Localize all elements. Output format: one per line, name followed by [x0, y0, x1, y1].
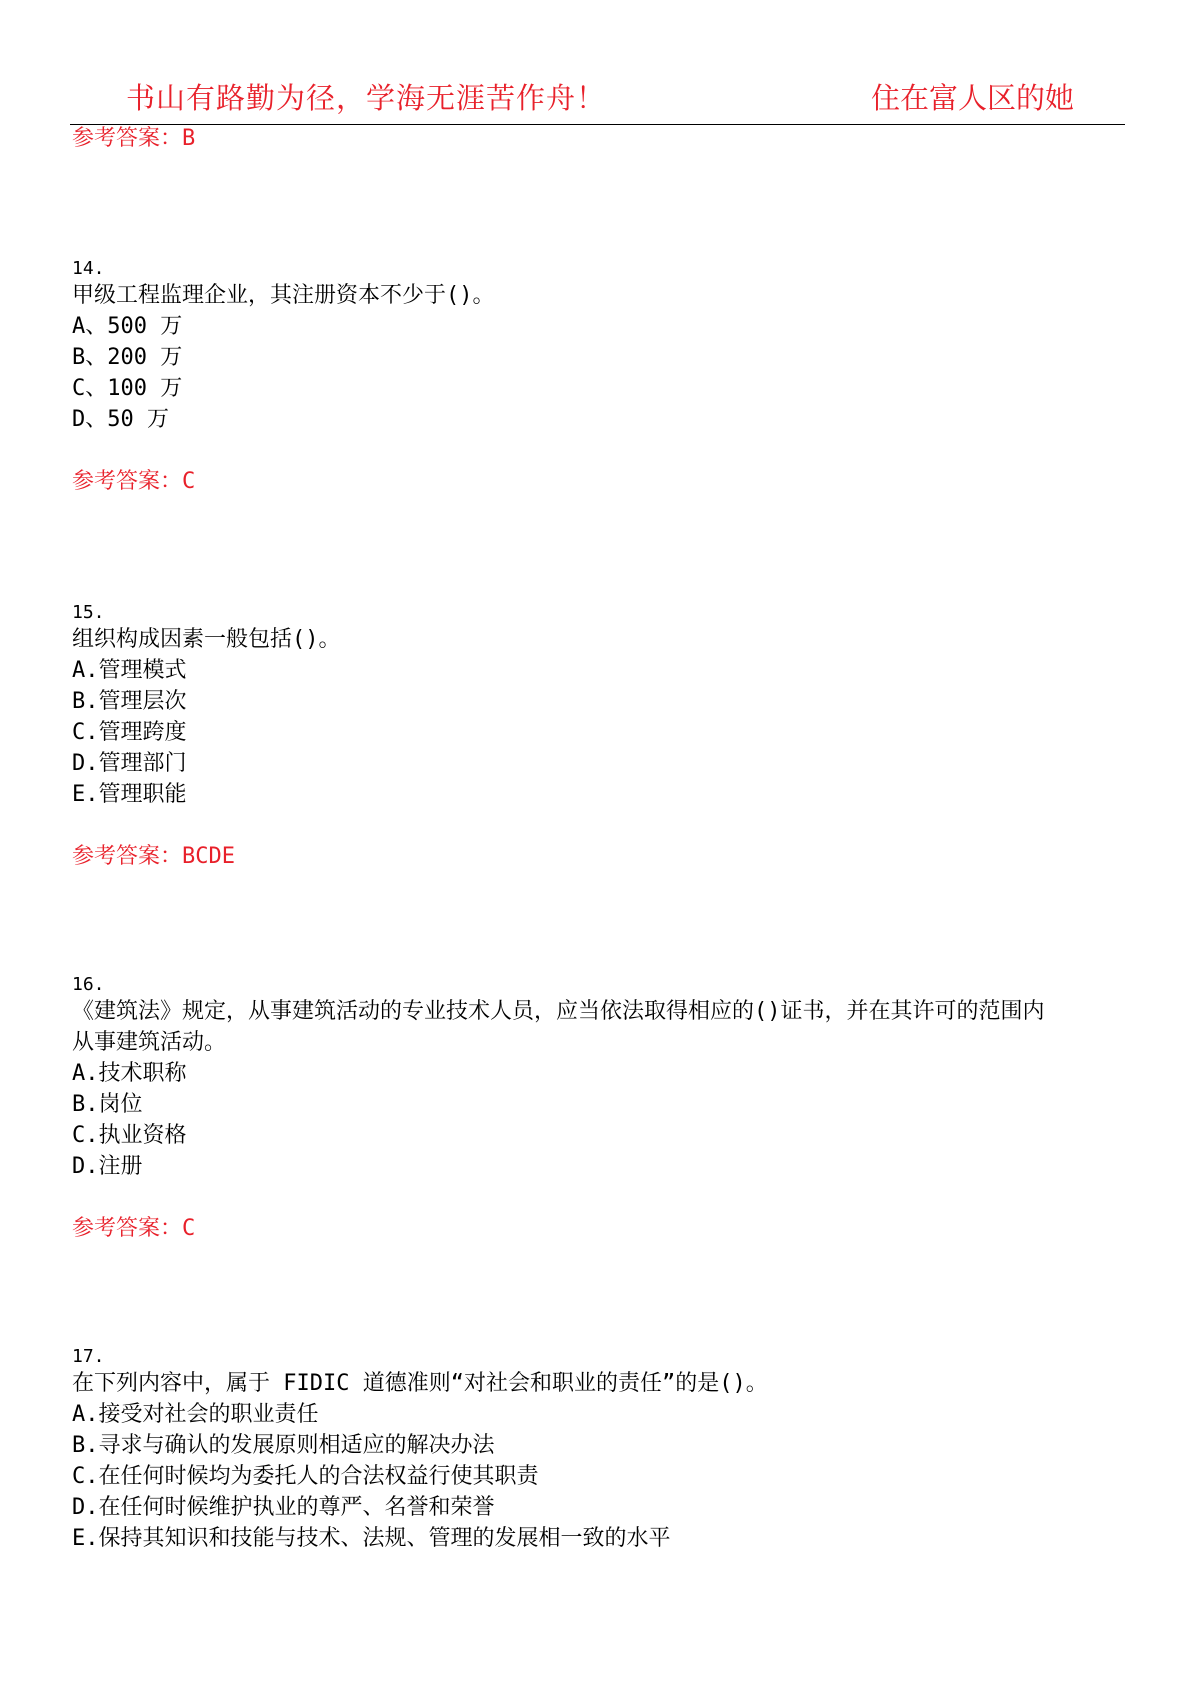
- question-14-option-b: B、200 万: [72, 345, 183, 370]
- question-16-option-d: D.注册: [72, 1154, 143, 1179]
- question-17-option-a: A.接受对社会的职业责任: [72, 1402, 319, 1427]
- question-15-number: 15.: [72, 602, 105, 623]
- page-header: [0, 0, 1191, 130]
- question-14-option-c: C、100 万: [72, 376, 183, 401]
- question-17-option-b: B.寻求与确认的发展原则相适应的解决办法: [72, 1433, 495, 1458]
- question-15-stem: 组织构成因素一般包括()。: [72, 627, 341, 652]
- question-16-number: 16.: [72, 974, 105, 995]
- question-14-answer: 参考答案：C: [72, 469, 196, 494]
- question-15-option-d: D.管理部门: [72, 751, 187, 776]
- question-16-option-b: B.岗位: [72, 1092, 143, 1117]
- question-14-stem: 甲级工程监理企业，其注册资本不少于()。: [72, 283, 495, 308]
- question-14-option-a: A、500 万: [72, 314, 183, 339]
- question-16-option-c: C.执业资格: [72, 1123, 187, 1148]
- question-17-option-d: D.在任何时候维护执业的尊严、名誉和荣誉: [72, 1495, 495, 1520]
- question-15-option-a: A.管理模式: [72, 658, 187, 683]
- question-14-option-d: D、50 万: [72, 407, 169, 432]
- question-17-number: 17.: [72, 1346, 105, 1367]
- header-motto: 书山有路勤为径，学海无涯苦作舟！: [126, 81, 607, 115]
- previous-answer: 参考答案：B: [72, 126, 196, 151]
- question-17-option-c: C.在任何时候均为委托人的合法权益行使其职责: [72, 1464, 539, 1489]
- question-16-option-a: A.技术职称: [72, 1061, 187, 1086]
- header-author: 住在富人区的她: [871, 81, 1075, 115]
- question-17-stem: 在下列内容中，属于 FIDIC 道德准则“对社会和职业的责任”的是()。: [72, 1371, 768, 1396]
- question-14-number: 14.: [72, 258, 105, 279]
- question-15-option-c: C.管理跨度: [72, 720, 187, 745]
- header-divider: [70, 124, 1125, 125]
- question-16-stem-line-1: 《建筑法》规定，从事建筑活动的专业技术人员，应当依法取得相应的()证书，并在其许可的范围内: [72, 999, 1045, 1024]
- question-15-option-e: E.管理职能: [72, 782, 187, 807]
- question-15-answer: 参考答案：BCDE: [72, 844, 235, 869]
- question-17-option-e: E.保持其知识和技能与技术、法规、管理的发展相一致的水平: [72, 1526, 671, 1551]
- question-15-option-b: B.管理层次: [72, 689, 187, 714]
- question-16-stem-line-2: 从事建筑活动。: [72, 1030, 227, 1055]
- question-16-answer: 参考答案：C: [72, 1216, 196, 1241]
